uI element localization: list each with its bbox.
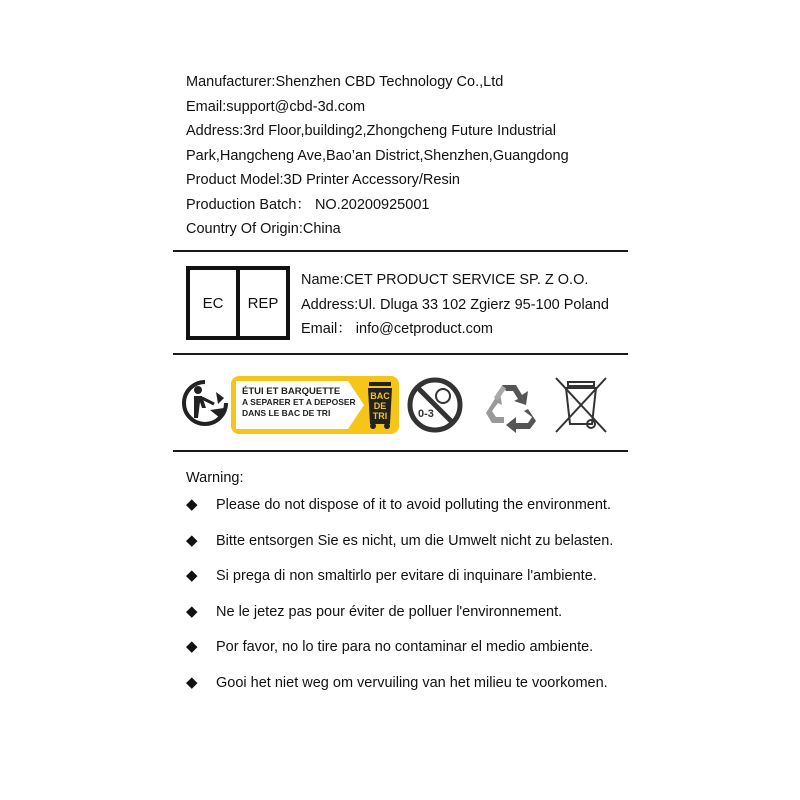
- recycle-icon: [482, 377, 540, 435]
- warning-item: [186, 673, 613, 709]
- diamond-bullet-icon: ◆: [186, 673, 198, 691]
- product-model: Product Model:3D Printer Accessory/Resin: [186, 172, 460, 188]
- manufacturer-email: Email:support@cbd-3d.com: [186, 98, 366, 115]
- info-tri-line3: DANS LE BAC DE TRI: [242, 408, 331, 418]
- diamond-bullet-icon: ◆: [186, 567, 198, 584]
- symbol-row: [180, 372, 620, 438]
- info-tri-line1: ÉTUI ET BARQUETTE: [242, 386, 341, 397]
- warning-text: Gooi het niet weg om vervuiling van het milieu te voorkomen.: [216, 674, 608, 691]
- rep-name: Name:CET PRODUCT SERVICE SP. Z O.O.: [301, 272, 589, 288]
- ec-rep-symbol: [186, 266, 290, 340]
- manufacturer-info: [186, 70, 569, 242]
- warning-item: [186, 566, 613, 602]
- crossed-bin-icon: [552, 374, 610, 434]
- rep-label: REP: [236, 270, 286, 336]
- warning-text: Please do not dispose of it to avoid polluting the environment.: [216, 497, 611, 513]
- warning-item: [186, 531, 613, 567]
- warning-title: Warning:: [186, 470, 244, 486]
- divider-1: [173, 250, 628, 252]
- rep-address: Address:Ul. Dluga 33 102 Zgierz 95-100 Poland: [301, 296, 609, 313]
- rep-email: Email： info@cetproduct.com: [301, 321, 494, 337]
- divider-2: [173, 353, 628, 355]
- manufacturer-address-line1: Address:3rd Floor,building2,Zhongcheng Future Industrial: [186, 123, 556, 139]
- warning-list: [186, 495, 613, 708]
- diamond-bullet-icon: ◆: [186, 602, 198, 620]
- warning-text: Bitte entsorgen Sie es nicht, um die Umwelt nicht zu belasten.: [216, 532, 614, 549]
- info-tri-text: [242, 386, 356, 419]
- ec-label: EC: [202, 294, 224, 312]
- warning-item: [186, 637, 613, 673]
- age-warning-icon: [406, 376, 464, 434]
- divider-3: [173, 450, 628, 452]
- diamond-bullet-icon: ◆: [186, 638, 198, 655]
- bin-text-line3: TRI: [372, 411, 388, 421]
- country-of-origin: Country Of Origin:China: [186, 221, 341, 237]
- ec-rep-info: [301, 268, 609, 342]
- manufacturer-address-line2: Park,Hangcheng Ave,Bao’an District,Shenzhen,Guangdong: [186, 147, 569, 164]
- diamond-bullet-icon: ◆: [186, 531, 198, 549]
- bin-text-line1: BAC: [370, 391, 390, 401]
- warning-text: Si prega di non smaltirlo per evitare di inquinare l'ambiente.: [216, 568, 597, 584]
- bin-text-line2: DE: [373, 401, 387, 411]
- manufacturer-name: Manufacturer:Shenzhen CBD Technology Co.,Ltd: [186, 74, 504, 90]
- warning-text: Por favor, no lo tire para no contaminar el medio ambiente.: [216, 639, 594, 655]
- bin-text: [368, 391, 392, 421]
- age-warning-text: 0-3: [418, 408, 434, 420]
- warning-text: Ne le jetez pas pour éviter de polluer l'environnement.: [216, 603, 563, 620]
- triman-icon: [180, 378, 230, 428]
- production-batch: Production Batch： NO.20200925001: [186, 196, 430, 213]
- warning-item: [186, 495, 613, 531]
- info-tri-line2: A SEPARER ET A DEPOSER: [242, 397, 356, 407]
- warning-item: [186, 602, 613, 638]
- diamond-bullet-icon: ◆: [186, 496, 198, 513]
